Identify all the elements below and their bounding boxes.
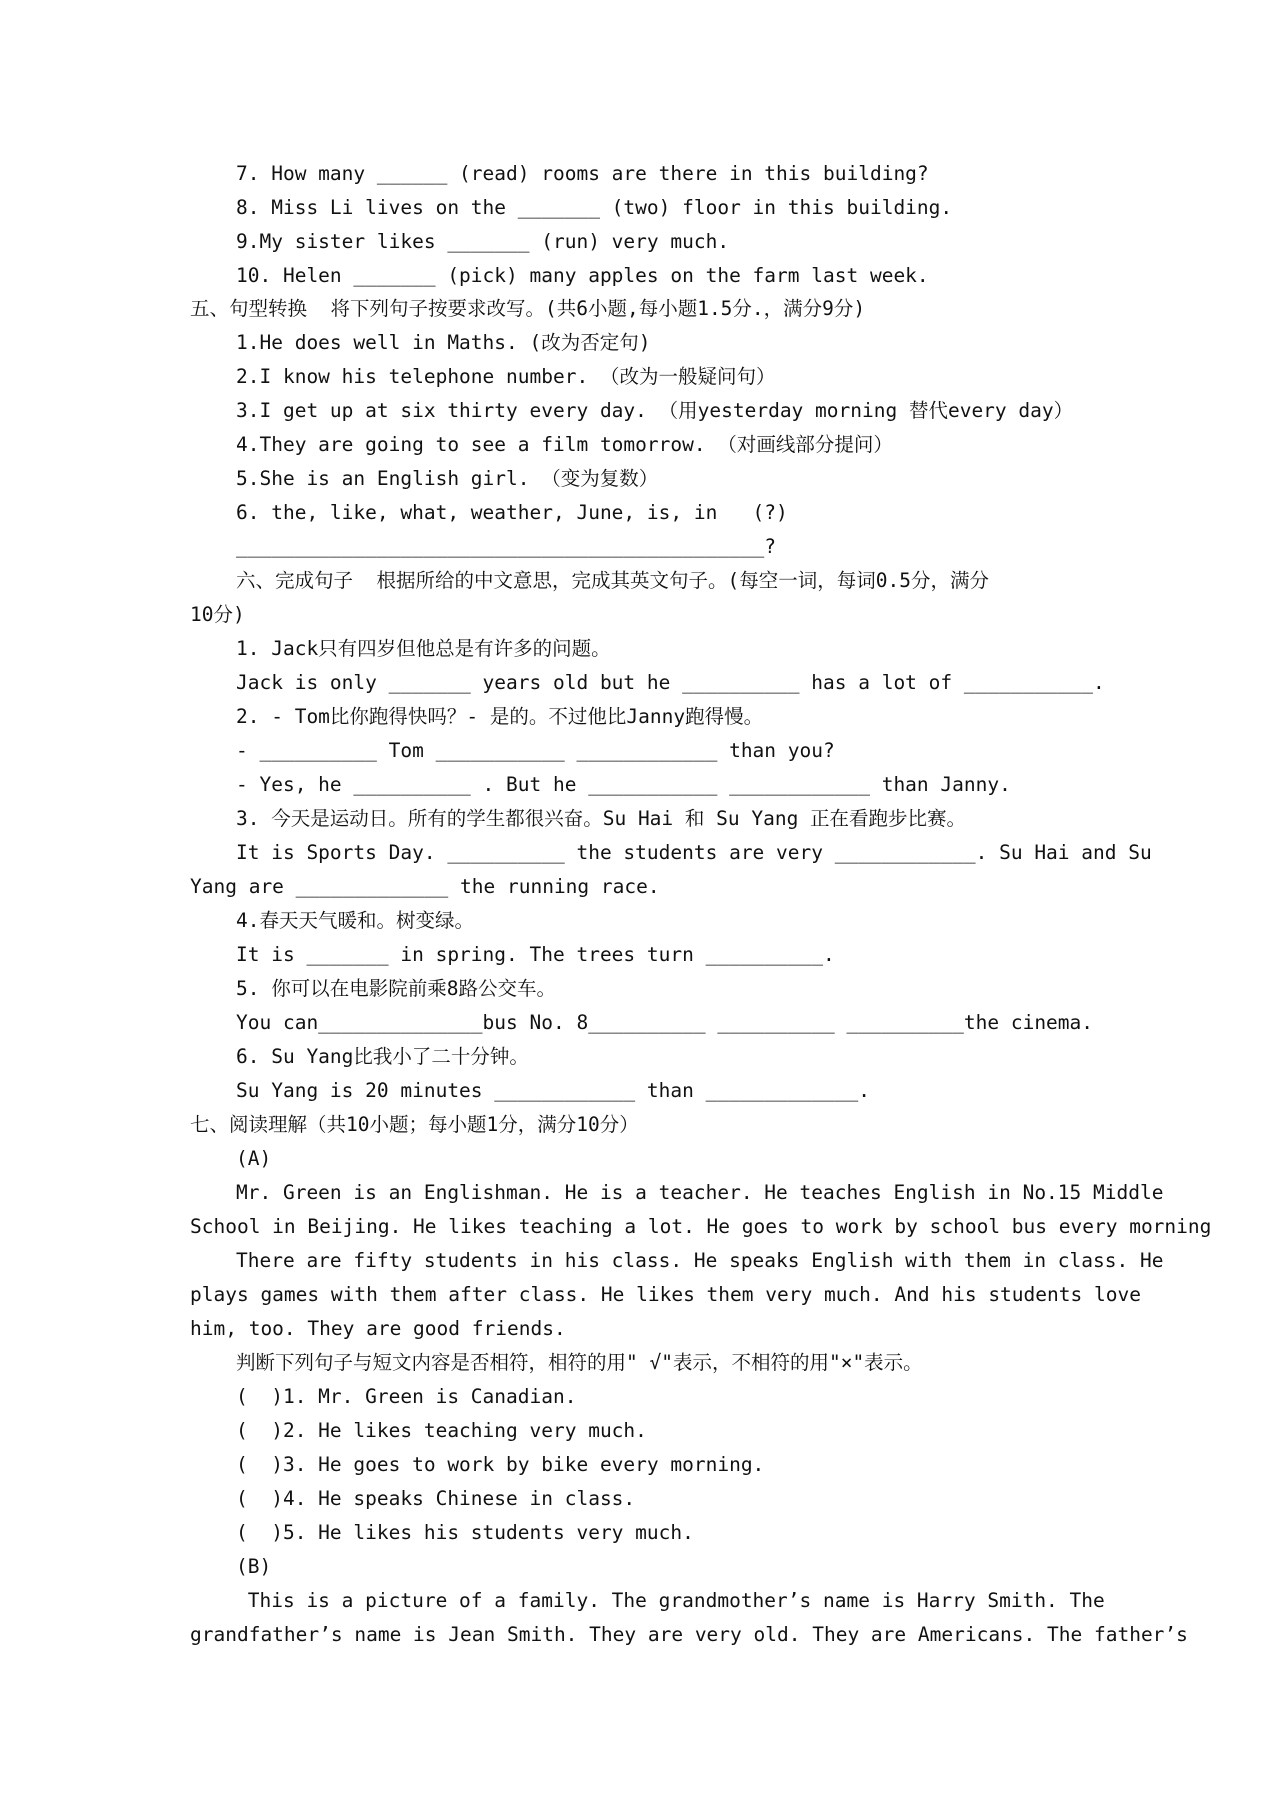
section6-heading: 六、完成句子 根据所给的中文意思，完成其英文句子。(每空一词，每词0.5分，满分: [236, 569, 989, 592]
passage-b-text: This is a picture of a family. The grandmother’s name is Harry Smith. The: [236, 1589, 1105, 1612]
section5-item-2: 2.I know his telephone number. （改为一般疑问句）: [236, 365, 776, 388]
section6-line: Su Yang is 20 minutes ____________ than _____________.: [236, 1079, 870, 1102]
judgement-item-3: ( )3. He goes to work by bike every morning.: [236, 1453, 765, 1476]
section5-item-5: 5.She is an English girl. （变为复数）: [236, 467, 659, 490]
passage-a-text: him, too. They are good friends.: [190, 1317, 566, 1340]
judgement-instruction: 判断下列句子与短文内容是否相符，相符的用" √"表示，不相符的用"×"表示。: [236, 1351, 923, 1374]
question-7: 7. How many ______ (read) rooms are there in this building?: [236, 162, 929, 185]
question-10: 10. Helen _______ (pick) many apples on the farm last week.: [236, 264, 929, 287]
judgement-item-1: ( )1. Mr. Green is Canadian.: [236, 1385, 577, 1408]
passage-a-text: School in Beijing. He likes teaching a lot. He goes to work by school bus every morning: [190, 1215, 1212, 1238]
section6-line: - __________ Tom ___________ ____________ than you?: [236, 739, 835, 762]
passage-b-text: grandfather’s name is Jean Smith. They are very old. They are Americans. The father’s: [190, 1623, 1188, 1646]
passage-a-text: There are fifty students in his class. He speaks English with them in class. He: [236, 1249, 1164, 1272]
section5-heading: 五、句型转换 将下列句子按要求改写。(共6小题,每小题1.5分.，满分9分): [190, 297, 866, 320]
question-8: 8. Miss Li lives on the _______ (two) floor in this building.: [236, 196, 953, 219]
passage-b-label: (B): [236, 1555, 272, 1578]
judgement-item-4: ( )4. He speaks Chinese in class.: [236, 1487, 636, 1510]
section6-line: - Yes, he __________ . But he ___________ ____________ than Janny.: [236, 773, 1011, 796]
section6-line: 1. Jack只有四岁但他总是有许多的问题。: [236, 637, 611, 660]
section6-line: It is _______ in spring. The trees turn __________.: [236, 943, 835, 966]
section6-line: Jack is only _______ years old but he __________ has a lot of ___________.: [236, 671, 1105, 694]
section5-item-6: 6. the, like, what, weather, June, is, in (?): [236, 501, 788, 524]
section5-item-3: 3.I get up at six thirty every day. （用yesterday morning 替代every day）: [236, 399, 1074, 422]
passage-a-text: Mr. Green is an Englishman. He is a teacher. He teaches English in No.15 Middle: [236, 1181, 1164, 1204]
section6-line: 3. 今天是运动日。所有的学生都很兴奋。Su Hai 和 Su Yang 正在看跑步比赛。: [236, 807, 967, 830]
section6-heading-cont: 10分): [190, 603, 245, 626]
passage-a-label: (A): [236, 1147, 272, 1170]
section5-item-4: 4.They are going to see a film tomorrow. （对画线部分提问）: [236, 433, 893, 456]
section7-heading: 七、阅读理解（共10小题；每小题1分，满分10分）: [190, 1113, 639, 1136]
judgement-item-5: ( )5. He likes his students very much.: [236, 1521, 694, 1544]
section6-line: 4.春天天气暖和。树变绿。: [236, 909, 474, 932]
question-9: 9.My sister likes _______ (run) very much.: [236, 230, 730, 253]
section5-answer-line: _____________________________________________?: [236, 535, 777, 558]
passage-a-text: plays games with them after class. He likes them very much. And his students love: [190, 1283, 1141, 1306]
judgement-item-2: ( )2. He likes teaching very much.: [236, 1419, 647, 1442]
section6-line: 2. - Tom比你跑得快吗？- 是的。不过他比Janny跑得慢。: [236, 705, 764, 728]
section6-line: You can______________bus No. 8__________ __________ __________the cinema.: [236, 1011, 1094, 1034]
section6-line: Yang are _____________ the running race.: [190, 875, 660, 898]
section6-line: It is Sports Day. __________ the students are very ____________. Su Hai and Su: [236, 841, 1152, 864]
section5-item-1: 1.He does well in Maths. (改为否定句): [236, 331, 651, 354]
section6-line: 5. 你可以在电影院前乘8路公交车。: [236, 977, 556, 1000]
section6-line: 6. Su Yang比我小了二十分钟。: [236, 1045, 529, 1068]
